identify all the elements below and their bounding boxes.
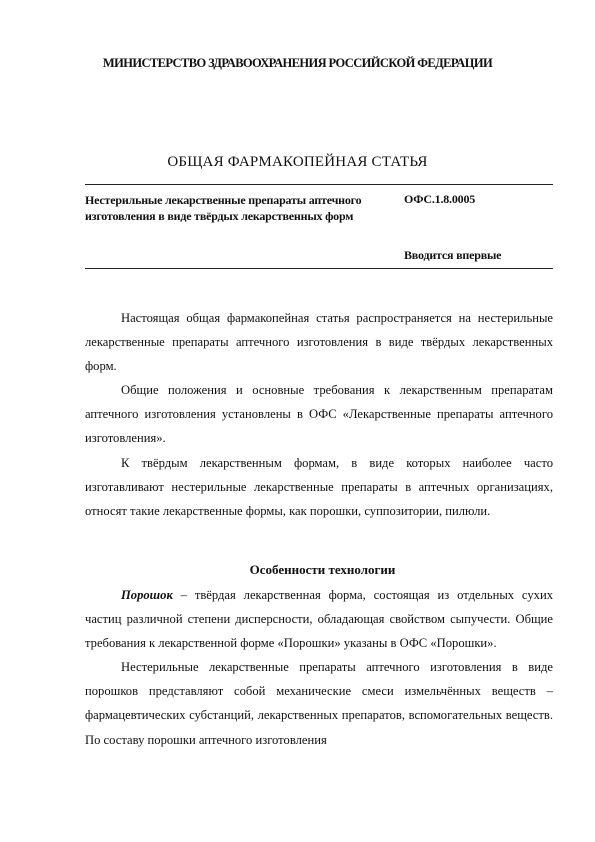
article-subject: Нестерильные лекарственные препараты аптечного изготовления в виде твёрдых лекарственных форм — [85, 193, 362, 223]
term-powder: Порошок — [121, 588, 173, 602]
document-title: ОБЩАЯ ФАРМАКОПЕЙНАЯ СТАТЬЯ — [167, 154, 428, 170]
ministry-heading: МИНИСТЕРСТВО ЗДРАВООХРАНЕНИЯ РОССИЙСКОЙ ФЕДЕРАЦИИ — [102, 56, 493, 70]
paragraph-solid-forms: К твёрдым лекарственным формам, в виде которых наиболее часто изготавливают нестерильные лекарственные препараты в аптечных организациях, относят такие лекарственные формы, как порошки, суппозитории, пилюли. — [85, 455, 553, 518]
powder-definition-text: – твёрдая лекарственная форма, состоящая из отдельных сухих частиц различной степени дисперсности, обладающая свойством сыпучести. Общие требования к лекарственной форме «Порошки» указаны в ОФС «Порошки». — [85, 588, 553, 651]
article-code: ОФС.1.8.0005 — [404, 192, 476, 206]
paragraph-general-provisions: Общие положения и основные требования к лекарственным препаратам аптечного изготовления установлены в ОФС «Лекарственные препараты аптечного изготовления». — [85, 383, 553, 446]
bottom-divider — [85, 268, 553, 269]
top-divider — [85, 184, 553, 185]
intro-paragraphs — [85, 306, 553, 523]
paragraph-powder-definition — [85, 583, 553, 655]
paragraph-scope: Настоящая общая фармакопейная статья распространяется на нестерильные лекарственные препараты аптечного изготовления в виде твёрдых лекарственных форм. — [85, 311, 553, 374]
technology-paragraphs — [85, 583, 553, 752]
section-heading: Особенности технологии — [249, 562, 396, 577]
paragraph-powder-composition: Нестерильные лекарственные препараты аптечного изготовления в виде порошков представляют собой механические смеси измельчённых веществ – фармацевтических субстанций, лекарственных препаратов, вспомогательных веществ. По составу порошки аптечного изготовления — [85, 660, 553, 747]
article-status: Вводится впервые — [404, 248, 502, 262]
